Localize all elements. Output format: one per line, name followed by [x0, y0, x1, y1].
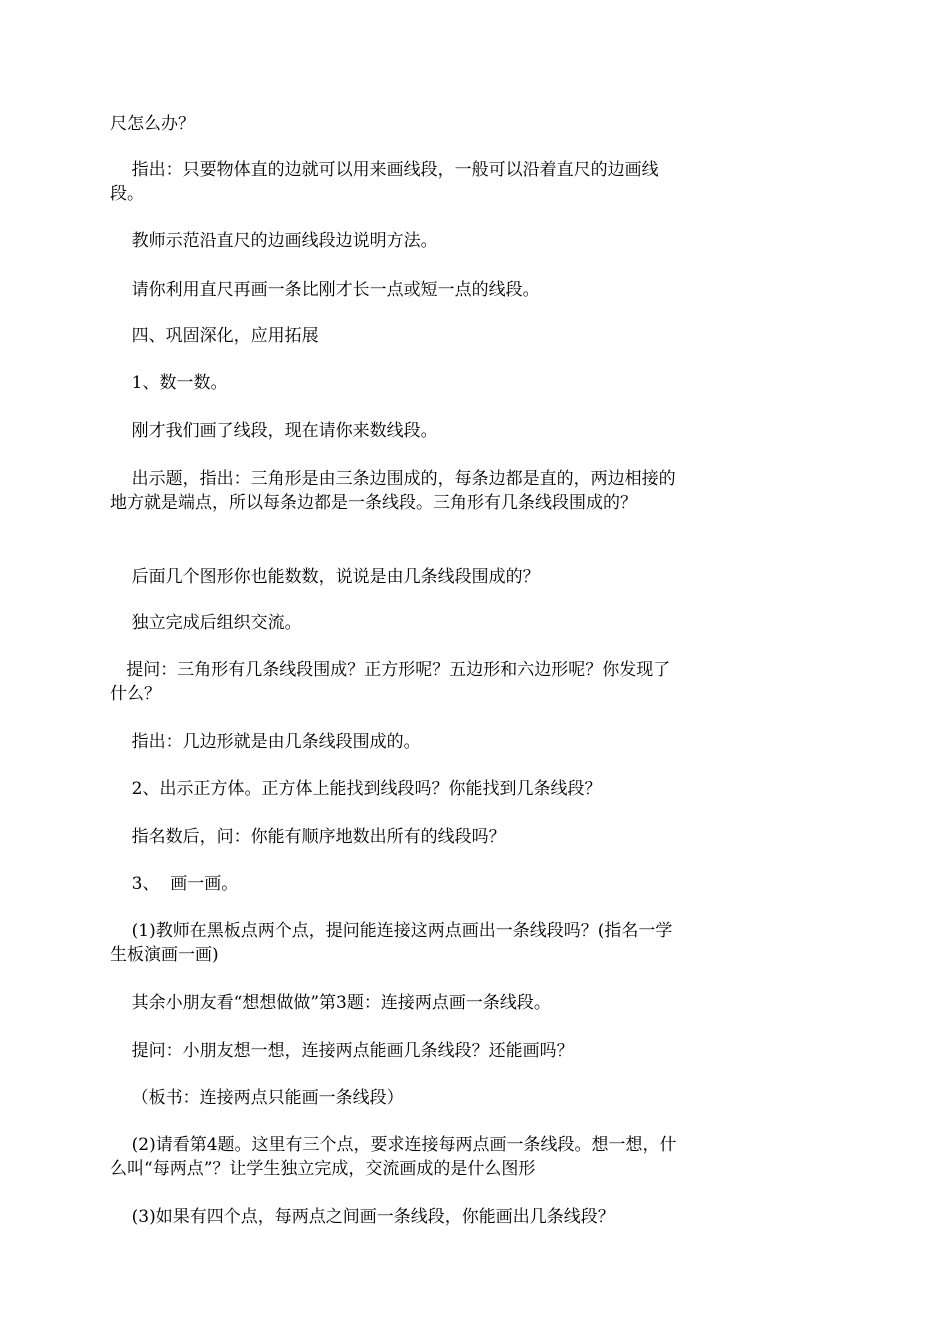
paragraph-4: 请你利用直尺再画一条比刚才长一点或短一点的线段。 [110, 280, 540, 300]
paragraph-10: 独立完成后组织交流。 [110, 613, 302, 633]
paragraph-6: 1、数一数。 [110, 373, 228, 393]
paragraph-19: （板书：连接两点只能画一条线段） [110, 1088, 404, 1108]
paragraph-13: 2、出示正方体。正方体上能找到线段吗？你能找到几条线段？ [110, 779, 602, 799]
paragraph-2: 指出：只要物体直的边就可以用来画线段，一般可以沿着直尺的边画线段。 [110, 160, 659, 204]
paragraph-1: 尺怎么办？ [110, 114, 195, 134]
paragraph-3: 教师示范沿直尺的边画线段边说明方法。 [110, 231, 438, 251]
paragraph-21: (3)如果有四个点，每两点之间画一条线段，你能画出几条线段？ [110, 1207, 615, 1227]
section-heading: 四、巩固深化，应用拓展 [110, 326, 319, 346]
paragraph-18: 提问：小朋友想一想，连接两点能画几条线段？还能画吗？ [110, 1041, 574, 1061]
paragraph-17: 其余小朋友看“想想做做”第3题：连接两点画一条线段。 [110, 993, 551, 1013]
paragraph-7: 刚才我们画了线段，现在请你来数线段。 [110, 421, 438, 441]
paragraph-12: 指出：几边形就是由几条线段围成的。 [110, 732, 421, 752]
paragraph-16: (1)教师在黑板点两个点，提问能连接这两点画出一条线段吗？(指名一学生板演画一画) [110, 921, 673, 965]
paragraph-20: (2)请看第4题。这里有三个点，要求连接每两点画一条线段。想一想，什么叫“每两点”？让学生独立完成，交流画成的是什么图形 [110, 1135, 677, 1179]
paragraph-9: 后面几个图形你也能数数，说说是由几条线段围成的？ [110, 567, 540, 587]
paragraph-8: 出示题，指出：三角形是由三条边围成的，每条边都是直的，两边相接的地方就是端点，所以每条边都是一条线段。三角形有几条线段围成的？ [110, 469, 676, 513]
paragraph-15: 3、 画一画。 [110, 874, 239, 894]
paragraph-14: 指名数后，问：你能有顺序地数出所有的线段吗？ [110, 827, 506, 847]
paragraph-11: 提问：三角形有几条线段围成？正方形呢？五边形和六边形呢？你发现了什么？ [110, 660, 671, 704]
